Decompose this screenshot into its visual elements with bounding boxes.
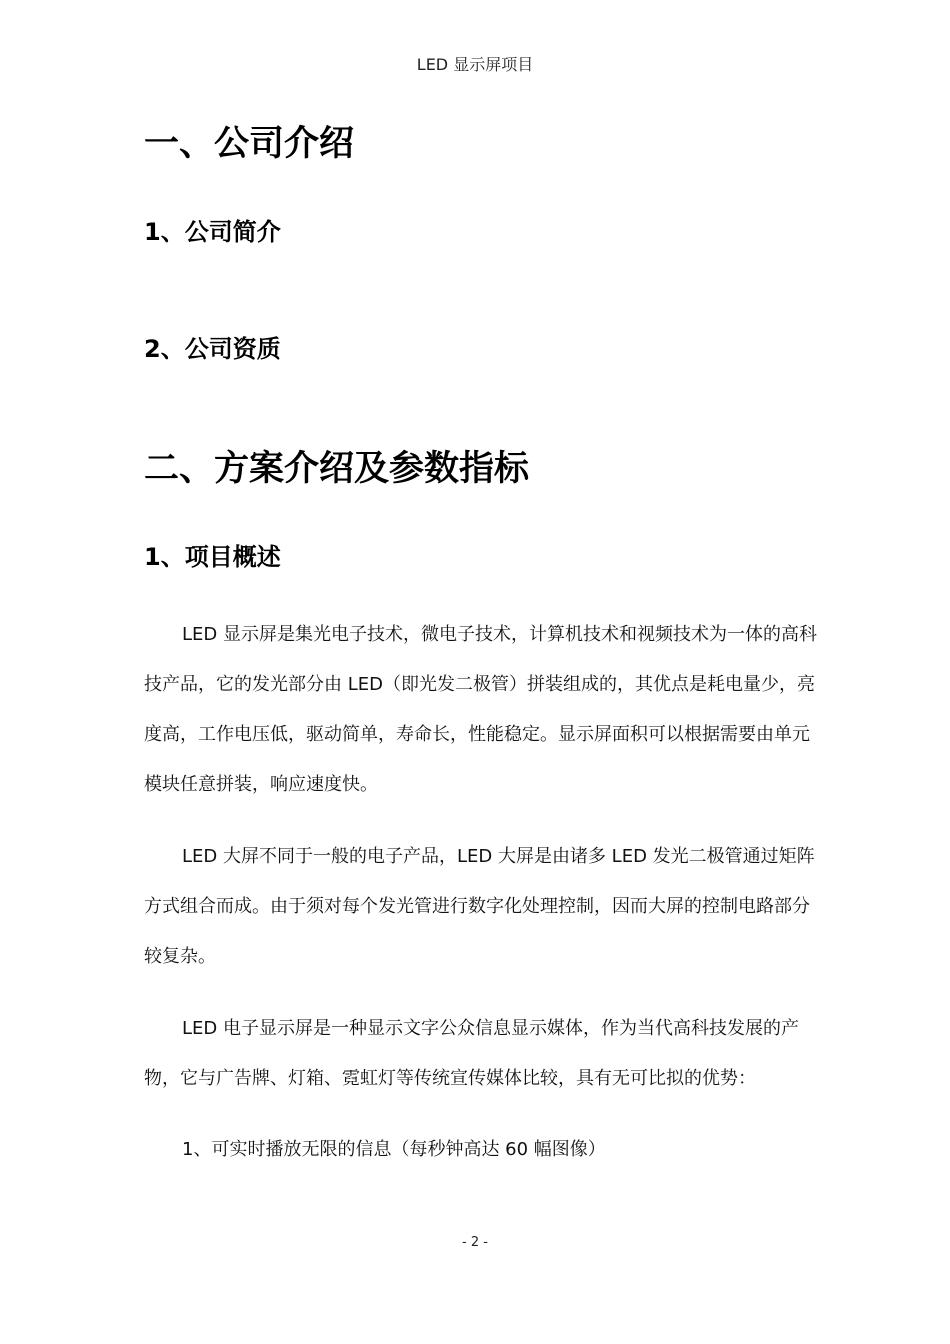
section-heading-solution-parameters: 二、方案介绍及参数指标 — [144, 449, 530, 489]
paragraph-led-advantages: LED 电子显示屏是一种显示文字公众信息显示媒体，作为当代高科技发展的产物，它与广告牌、灯箱、霓虹灯等传统宣传媒体比较，具有无可比拟的优势： — [144, 1018, 799, 1089]
subsection-heading-company-profile: 1、公司简介 — [144, 218, 281, 246]
subsection-heading-project-overview: 1、项目概述 — [144, 543, 281, 571]
paragraph-led-large-screen: LED 大屏不同于一般的电子产品，LED 大屏是由诸多 LED 发光二极管通过矩阵方式组合而成。由于须对每个发光管进行数字化处理控制，因而大屏的控制电路部分较复杂。 — [144, 846, 815, 967]
page-header: LED 显示屏项目 — [416, 55, 534, 74]
page-number: - 2 - — [462, 1235, 488, 1250]
section-heading-company-intro: 一、公司介绍 — [144, 124, 355, 164]
paragraph-led-display-overview: LED 显示屏是集光电子技术，微电子技术，计算机技术和视频技术为一体的高科技产品，它的发光部分由 LED（即光发二极管）拼装组成的，其优点是耗电量少，亮度高，工作电压低，驱动简单，寿命长，性能稳定。显示屏面积可以根据需要由单元模块任意拼装，响应速度快。 — [144, 624, 817, 795]
subsection-heading-company-qualifications: 2、公司资质 — [144, 335, 281, 363]
list-item-realtime-playback: 1、可实时播放无限的信息（每秒钟高达 60 幅图像） — [182, 1139, 606, 1160]
